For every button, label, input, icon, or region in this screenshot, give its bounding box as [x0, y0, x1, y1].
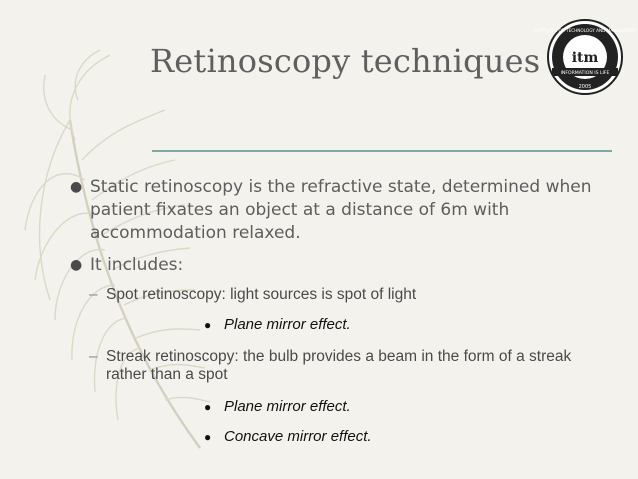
bullet-text: It includes:: [90, 255, 184, 275]
point-text: Concave mirror effect.: [224, 428, 372, 445]
point-dot-icon: ●: [204, 400, 212, 414]
sub-item-streak-retinoscopy: [58, 348, 596, 384]
sub-item-text: Streak retinoscopy: the bulb provides a beam in the form of a streak rather than a spot: [106, 348, 572, 383]
bullet-includes: [58, 254, 618, 277]
logo-banner: INFORMATION IS LIFE: [560, 71, 610, 76]
title-divider: [152, 150, 612, 152]
sub-item-spot-retinoscopy: [58, 286, 596, 304]
dash-icon: –: [89, 348, 98, 365]
point-plane-mirror: [58, 316, 618, 334]
slide-body: [58, 176, 618, 446]
point-plane-mirror: [58, 398, 618, 416]
point-text: Plane mirror effect.: [224, 398, 351, 415]
point-dot-icon: ●: [204, 318, 212, 332]
logo-monogram: itm: [571, 50, 599, 66]
bullet-text: Static retinoscopy is the refractive state, determined when patient fixates an object at a distance of 6m with accommodation relaxed.: [90, 177, 592, 243]
dash-icon: –: [89, 286, 98, 303]
institute-logo: [533, 18, 637, 96]
bullet-dot-icon: ●: [70, 179, 83, 195]
point-concave-mirror: [58, 428, 618, 446]
point-text: Plane mirror effect.: [224, 316, 351, 333]
logo-year: 2005: [578, 84, 592, 90]
bullet-dot-icon: ●: [70, 257, 83, 273]
slide-title: Retinoscopy techniques: [150, 42, 541, 80]
point-dot-icon: ●: [204, 430, 212, 444]
sub-item-text: Spot retinoscopy: light sources is spot of light: [106, 286, 417, 303]
logo-ring-text: INSTITUTE FOR TECHNOLOGY AND MANAGEMENT: [533, 28, 637, 33]
bullet-static-retinoscopy: [58, 176, 618, 245]
